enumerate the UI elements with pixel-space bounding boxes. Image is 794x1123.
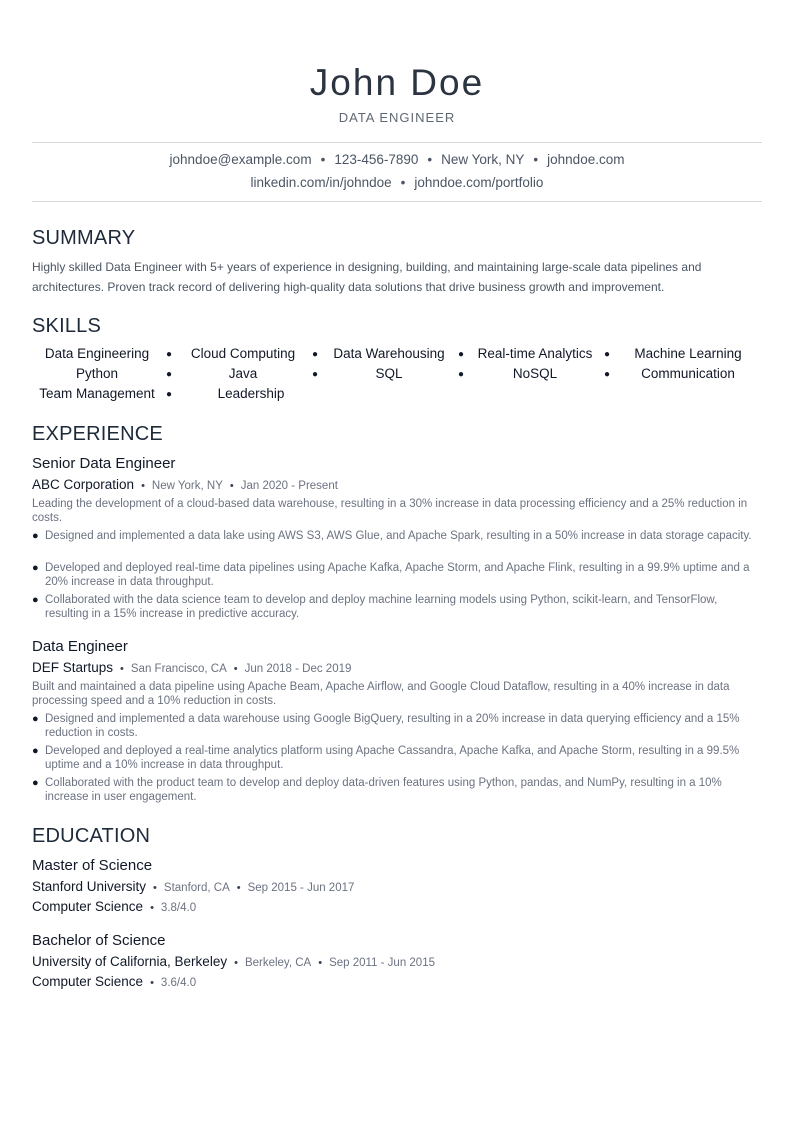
- skill-item: Leadership: [217, 386, 285, 401]
- skill-item: Data Engineering: [44, 346, 150, 361]
- job-bullet: [32, 744, 763, 772]
- job-dates: Jun 2018 - Dec 2019: [244, 663, 352, 675]
- summary-text: Highly skilled Data Engineer with 5+ years of experience in designing, building, and maintaining large-scale data pipelines and architectures. Proven track record of delivering high-quality data solutions that drive business growth and improvement.: [32, 260, 702, 294]
- job-bullet: [32, 712, 763, 740]
- separator-dot: •: [234, 957, 238, 969]
- separator-dot: •: [533, 152, 539, 167]
- skill-separator: ●: [166, 389, 173, 400]
- phone-number: 123-456-7890: [334, 152, 419, 167]
- bullet-dot-icon: ●: [32, 530, 39, 542]
- school-meta: [32, 879, 354, 894]
- school-name: University of California, Berkeley: [32, 954, 228, 969]
- bullet-dot-icon: ●: [32, 745, 39, 757]
- bullet-text: Designed and implemented a data warehouse using Google BigQuery, resulting in a 20% increase in data querying efficiency and a 15% reduction in costs.: [45, 713, 740, 739]
- job-meta: [32, 660, 351, 675]
- separator-dot: •: [141, 480, 145, 492]
- job-bullet: [32, 561, 763, 589]
- job-description: Leading the development of a cloud-based data warehouse, resulting in a 30% increase in data processing efficiency and a 25% reduction in costs.: [32, 498, 748, 524]
- skill-separator: ●: [604, 369, 611, 380]
- school-name: Stanford University: [32, 879, 147, 894]
- skill-item: Machine Learning: [634, 346, 742, 361]
- bullet-dot-icon: ●: [32, 713, 39, 725]
- header-divider-bottom: [32, 201, 762, 202]
- job-title: Senior Data Engineer: [32, 455, 176, 472]
- candidate-name: John Doe: [309, 62, 485, 103]
- gpa: 3.8/4.0: [160, 902, 197, 914]
- job-description: Built and maintained a data pipeline using Apache Beam, Apache Airflow, and Google Cloud Dataflow, resulting in a 40% increase in data processing speed and a 10% reduction in costs.: [32, 681, 730, 707]
- summary-heading: SUMMARY: [32, 227, 136, 249]
- job-location: New York, NY: [151, 480, 223, 492]
- field-of-study: Computer Science: [32, 899, 144, 914]
- school-location: Stanford, CA: [163, 882, 230, 894]
- location-text: New York, NY: [441, 152, 525, 167]
- school-dates: Sep 2015 - Jun 2017: [247, 882, 355, 894]
- contact-line-1: [32, 152, 762, 167]
- job-bullet: [32, 776, 763, 804]
- separator-dot: •: [400, 175, 406, 190]
- skill-separator: ●: [604, 349, 611, 360]
- bullet-dot-icon: ●: [32, 777, 39, 789]
- bullet-text: Designed and implemented a data lake using AWS S3, AWS Glue, and Apache Spark, resulting in a 50% increase in data storage capacity.: [45, 530, 752, 542]
- skill-item: Python: [75, 366, 119, 381]
- separator-dot: •: [150, 902, 154, 914]
- bullet-text: Collaborated with the data science team to develop and deploy machine learning models using Python, scikit-learn, and TensorFlow, resulting in a 15% increase in predictive accuracy.: [45, 594, 718, 620]
- skills-row: [32, 366, 762, 386]
- separator-dot: •: [318, 957, 323, 969]
- linkedin-link[interactable]: linkedin.com/in/johndoe: [250, 175, 392, 190]
- skill-separator: ●: [312, 369, 319, 380]
- separator-dot: •: [150, 977, 154, 989]
- bullet-dot-icon: ●: [32, 594, 39, 606]
- separator-dot: •: [236, 882, 241, 894]
- skills-row: [32, 386, 762, 406]
- company-name: ABC Corporation: [32, 477, 135, 492]
- skills-row: [32, 346, 762, 366]
- field-meta: [32, 899, 196, 914]
- header-divider-top: [32, 142, 762, 143]
- skill-separator: ●: [458, 369, 465, 380]
- separator-dot: •: [153, 882, 157, 894]
- job-meta: [32, 477, 338, 492]
- bullet-text: Collaborated with the product team to develop and deploy data-driven features using Python, pandas, and NumPy, resulting in a 10% increase in user engagement.: [45, 777, 722, 803]
- job-bullet: [32, 593, 763, 621]
- separator-dot: •: [320, 152, 326, 167]
- skill-item: Real-time Analytics: [477, 346, 593, 361]
- job-title: Data Engineer: [32, 638, 128, 655]
- skill-item: SQL: [375, 366, 403, 381]
- experience-heading: EXPERIENCE: [32, 423, 163, 445]
- degree-title: Master of Science: [32, 857, 153, 874]
- degree-title: Bachelor of Science: [32, 932, 166, 949]
- school-location: Berkeley, CA: [244, 957, 312, 969]
- skill-separator: ●: [166, 349, 173, 360]
- skill-item: NoSQL: [512, 366, 558, 381]
- education-heading: EDUCATION: [32, 825, 151, 847]
- skill-item: Data Warehousing: [333, 346, 445, 361]
- skill-item: Communication: [641, 366, 735, 381]
- portfolio-link[interactable]: johndoe.com/portfolio: [414, 175, 544, 190]
- skill-item: Team Management: [39, 386, 155, 401]
- contact-line-2: [32, 175, 762, 190]
- skill-separator: ●: [166, 369, 173, 380]
- company-name: DEF Startups: [32, 660, 114, 675]
- skill-item: Java: [228, 366, 258, 381]
- separator-dot: •: [120, 663, 124, 675]
- bullet-text: Developed and deployed real-time data pipelines using Apache Kafka, Apache Storm, and Apache Flink, resulting in a 99.9% uptime and a 20% increase in data throughput.: [45, 562, 750, 588]
- website-link[interactable]: johndoe.com: [547, 152, 625, 167]
- job-location: San Francisco, CA: [130, 663, 227, 675]
- bullet-text: Developed and deployed a real-time analytics platform using Apache Cassandra, Apache Kafka, and Apache Storm, resulting in a 99.5% uptime and a 10% increase in data throughput.: [45, 745, 740, 771]
- separator-dot: •: [427, 152, 433, 167]
- skill-item: Cloud Computing: [190, 346, 296, 361]
- separator-dot: •: [233, 663, 238, 675]
- separator-dot: •: [229, 480, 234, 492]
- candidate-title: DATA ENGINEER: [338, 110, 456, 125]
- bullet-dot-icon: ●: [32, 562, 39, 574]
- school-meta: [32, 954, 435, 969]
- skill-separator: ●: [458, 349, 465, 360]
- school-dates: Sep 2011 - Jun 2015: [329, 957, 435, 969]
- field-of-study: Computer Science: [32, 974, 144, 989]
- job-bullet: [32, 529, 763, 543]
- skill-separator: ●: [312, 349, 319, 360]
- job-dates: Jan 2020 - Present: [240, 480, 338, 492]
- field-meta: [32, 974, 196, 989]
- gpa: 3.6/4.0: [160, 977, 197, 989]
- email-link[interactable]: johndoe@example.com: [169, 152, 312, 167]
- skills-heading: SKILLS: [32, 315, 102, 337]
